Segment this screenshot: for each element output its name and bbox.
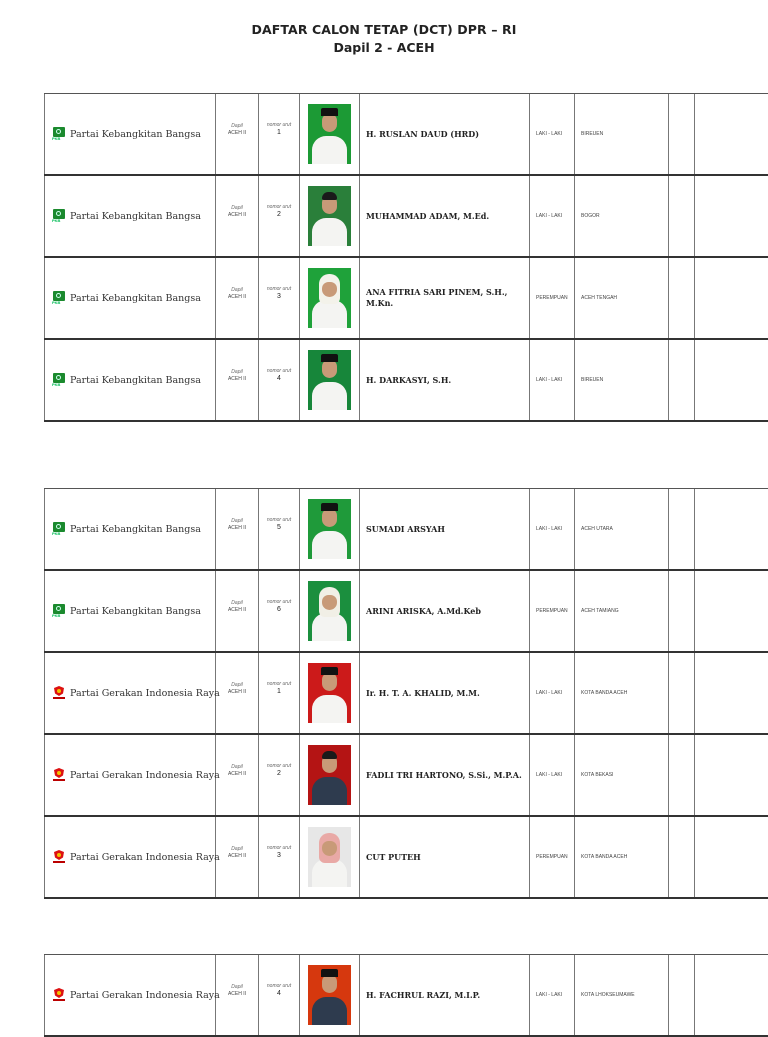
number-label: nomor urut <box>266 122 292 128</box>
dapil-value: ACEH II <box>227 376 247 382</box>
dapil-cell <box>216 94 259 174</box>
face-shape <box>322 114 337 132</box>
candidate-gender: LAKI - LAKI <box>536 526 563 532</box>
party-name: Partai Kebangkitan Bangsa <box>70 128 201 140</box>
photo-cell <box>300 955 360 1035</box>
empty-cell <box>669 571 695 651</box>
dapil-value: ACEH II <box>227 991 247 997</box>
pkb-logo-icon: PKB <box>53 127 65 141</box>
body-shape <box>312 777 347 805</box>
candidate-number: 6 <box>277 606 281 613</box>
face-shape <box>322 841 337 856</box>
photo-cell <box>300 489 360 569</box>
candidate-photo <box>308 581 351 641</box>
dapil-label: Dapil <box>231 984 243 990</box>
candidate-name: H. FACHRUL RAZI, M.I.P. <box>366 989 481 1000</box>
candidate-domicile: BIREUEN <box>581 131 604 137</box>
dapil-label: Dapil <box>231 518 243 524</box>
party-cell <box>44 817 220 897</box>
dapil-label: Dapil <box>231 123 243 129</box>
candidate-photo <box>308 104 351 164</box>
body-shape <box>312 997 347 1025</box>
empty-cell <box>669 735 695 815</box>
photo-cell <box>300 571 360 651</box>
party-name: Partai Gerakan Indonesia Raya <box>70 687 220 699</box>
photo-cell <box>300 817 360 897</box>
name-cell <box>360 571 530 651</box>
party-cell <box>44 653 220 733</box>
table-row <box>44 651 768 733</box>
candidate-number: 5 <box>277 524 281 531</box>
gender-cell <box>530 94 575 174</box>
number-cell <box>259 571 300 651</box>
domicile-cell <box>575 653 669 733</box>
number-label: nomor urut <box>266 204 292 210</box>
dapil-cell <box>216 571 259 651</box>
face-shape <box>322 595 337 610</box>
candidate-name: H. RUSLAN DAUD (HRD) <box>366 128 480 139</box>
candidate-number: 4 <box>277 990 281 997</box>
candidate-name: ARINI ARISKA, A.Md.Keb <box>366 605 481 616</box>
party-name: Partai Kebangkitan Bangsa <box>70 605 201 617</box>
name-cell <box>360 489 530 569</box>
candidate-domicile: ACEH TENGAH <box>581 295 618 301</box>
name-cell <box>360 258 530 338</box>
dapil-label: Dapil <box>231 846 243 852</box>
candidate-photo <box>308 268 351 328</box>
photo-cell <box>300 258 360 338</box>
dapil-label: Dapil <box>231 287 243 293</box>
number-label: nomor urut <box>266 681 292 687</box>
name-cell <box>360 817 530 897</box>
table-row <box>44 488 768 569</box>
hair-shape <box>322 751 337 759</box>
photo-cell <box>300 340 360 420</box>
dapil-cell <box>216 489 259 569</box>
pkb-logo-icon: PKB <box>53 291 65 305</box>
party-cell <box>44 340 216 420</box>
empty-cell <box>695 176 715 256</box>
candidate-domicile: BOGOR <box>581 213 600 219</box>
party-cell <box>44 176 216 256</box>
domicile-cell <box>575 955 669 1035</box>
candidate-photo <box>308 745 351 805</box>
name-cell <box>360 955 530 1035</box>
table-row <box>44 338 768 422</box>
candidate-name: Ir. H. T. A. KHALID, M.M. <box>366 687 480 698</box>
party-cell <box>44 571 216 651</box>
dapil-label: Dapil <box>231 369 243 375</box>
candidate-photo <box>308 965 351 1025</box>
candidate-number: 1 <box>277 688 281 695</box>
gender-cell <box>530 817 575 897</box>
candidate-table-block-1 <box>44 93 768 422</box>
empty-cell <box>695 955 715 1035</box>
candidate-number: 1 <box>277 129 281 136</box>
candidate-domicile: ACEH UTARA <box>581 526 613 532</box>
dapil-value: ACEH II <box>227 853 247 859</box>
party-name: Partai Gerakan Indonesia Raya <box>70 989 220 1001</box>
gender-cell <box>530 571 575 651</box>
candidate-photo <box>308 499 351 559</box>
candidate-name: H. DARKASYI, S.H. <box>366 374 452 385</box>
gender-cell <box>530 258 575 338</box>
candidate-domicile: KOTA BANDA ACEH <box>581 690 628 696</box>
gerindra-logo-icon <box>53 850 65 864</box>
candidate-name: FADLI TRI HARTONO, S.Si., M.P.A. <box>366 769 522 780</box>
face-shape <box>322 282 337 297</box>
dapil-value: ACEH II <box>227 130 247 136</box>
dapil-cell <box>216 340 259 420</box>
dapil-label: Dapil <box>231 600 243 606</box>
number-label: nomor urut <box>266 286 292 292</box>
dapil-value: ACEH II <box>227 294 247 300</box>
gender-cell <box>530 955 575 1035</box>
dapil-value: ACEH II <box>227 771 247 777</box>
candidate-gender: LAKI - LAKI <box>536 213 563 219</box>
empty-cell <box>695 653 715 733</box>
candidate-number: 2 <box>277 211 281 218</box>
domicile-cell <box>575 176 669 256</box>
dapil-label: Dapil <box>231 205 243 211</box>
dapil-value: ACEH II <box>227 212 247 218</box>
photo-cell <box>300 735 360 815</box>
empty-cell <box>669 258 695 338</box>
peci-shape <box>321 969 338 977</box>
dapil-cell <box>216 735 259 815</box>
party-name: Partai Kebangkitan Bangsa <box>70 374 201 386</box>
number-cell <box>259 489 300 569</box>
hair-shape <box>322 192 337 200</box>
number-cell <box>259 258 300 338</box>
dapil-cell <box>216 258 259 338</box>
face-shape <box>322 975 337 993</box>
party-name: Partai Gerakan Indonesia Raya <box>70 769 220 781</box>
name-cell <box>360 176 530 256</box>
name-cell <box>360 340 530 420</box>
peci-shape <box>321 667 338 675</box>
candidate-photo <box>308 350 351 410</box>
candidate-gender: LAKI - LAKI <box>536 131 563 137</box>
pkb-logo-icon: PKB <box>53 209 65 223</box>
candidate-photo <box>308 827 351 887</box>
empty-cell <box>669 653 695 733</box>
table-row <box>44 174 768 256</box>
table-row <box>44 954 768 1037</box>
table-row <box>44 93 768 174</box>
candidate-gender: LAKI - LAKI <box>536 772 563 778</box>
gerindra-logo-icon <box>53 686 65 700</box>
document-title: DAFTAR CALON TETAP (DCT) DPR – RI <box>251 22 517 37</box>
candidate-gender: LAKI - LAKI <box>536 992 563 998</box>
domicile-cell <box>575 489 669 569</box>
empty-cell <box>669 176 695 256</box>
body-shape <box>312 136 347 164</box>
candidate-name: SUMADI ARSYAH <box>366 523 445 534</box>
gender-cell <box>530 735 575 815</box>
candidate-photo <box>308 186 351 246</box>
number-label: nomor urut <box>266 517 292 523</box>
empty-cell <box>669 340 695 420</box>
face-shape <box>322 360 337 378</box>
body-shape <box>312 531 347 559</box>
candidate-name: ANA FITRIA SARI PINEM, S.H., M.Kn. <box>366 287 508 308</box>
candidate-domicile: BIREUEN <box>581 377 604 383</box>
candidate-domicile: KOTA BEKASI <box>581 772 614 778</box>
candidate-domicile: ACEH TAMIANG <box>581 608 619 614</box>
party-name: Partai Gerakan Indonesia Raya <box>70 851 220 863</box>
table-row <box>44 569 768 651</box>
name-cell <box>360 94 530 174</box>
pkb-logo-icon: PKB <box>53 373 65 387</box>
pkb-logo-icon: PKB <box>53 522 65 536</box>
pkb-logo-icon: PKB <box>53 604 65 618</box>
document-header <box>0 22 768 55</box>
gender-cell <box>530 489 575 569</box>
candidate-table-block-3 <box>44 954 768 1037</box>
party-cell <box>44 489 216 569</box>
dapil-label: Dapil <box>231 682 243 688</box>
document-subtitle: Dapil 2 - ACEH <box>333 40 435 55</box>
dapil-value: ACEH II <box>227 525 247 531</box>
gerindra-logo-icon <box>53 768 65 782</box>
empty-cell <box>695 817 715 897</box>
party-name: Partai Kebangkitan Bangsa <box>70 210 201 222</box>
body-shape <box>312 859 347 887</box>
face-shape <box>322 673 337 691</box>
gender-cell <box>530 176 575 256</box>
candidate-domicile: KOTA LHOKSEUMAWE <box>581 992 635 998</box>
body-shape <box>312 382 347 410</box>
table-row <box>44 815 768 899</box>
dapil-cell <box>216 955 259 1035</box>
party-cell <box>44 94 216 174</box>
domicile-cell <box>575 340 669 420</box>
empty-cell <box>669 94 695 174</box>
face-shape <box>322 509 337 527</box>
peci-shape <box>321 108 338 116</box>
empty-cell <box>669 817 695 897</box>
dapil-value: ACEH II <box>227 607 247 613</box>
party-cell <box>44 735 220 815</box>
empty-cell <box>669 489 695 569</box>
number-cell <box>259 817 300 897</box>
body-shape <box>312 613 347 641</box>
gender-cell <box>530 340 575 420</box>
candidate-gender: LAKI - LAKI <box>536 377 563 383</box>
empty-cell <box>695 258 715 338</box>
dapil-label: Dapil <box>231 764 243 770</box>
dapil-cell <box>216 176 259 256</box>
candidate-gender: PEREMPUAN <box>536 854 568 860</box>
dapil-value: ACEH II <box>227 689 247 695</box>
name-cell <box>360 735 530 815</box>
candidate-number: 2 <box>277 770 281 777</box>
number-cell <box>259 735 300 815</box>
empty-cell <box>695 571 715 651</box>
candidate-name: MUHAMMAD ADAM, M.Ed. <box>366 210 490 221</box>
number-label: nomor urut <box>266 763 292 769</box>
gender-cell <box>530 653 575 733</box>
dapil-cell <box>216 817 259 897</box>
empty-cell <box>695 489 715 569</box>
table-row <box>44 733 768 815</box>
empty-cell <box>695 735 715 815</box>
number-label: nomor urut <box>266 599 292 605</box>
peci-shape <box>321 503 338 511</box>
candidate-table-block-2 <box>44 488 768 899</box>
party-name: Partai Kebangkitan Bangsa <box>70 523 201 535</box>
domicile-cell <box>575 94 669 174</box>
candidate-photo <box>308 663 351 723</box>
domicile-cell <box>575 571 669 651</box>
number-cell <box>259 94 300 174</box>
gerindra-logo-icon <box>53 988 65 1002</box>
candidate-number: 3 <box>277 293 281 300</box>
photo-cell <box>300 176 360 256</box>
number-cell <box>259 653 300 733</box>
party-cell <box>44 258 216 338</box>
candidate-number: 4 <box>277 375 281 382</box>
table-row <box>44 256 768 338</box>
candidate-number: 3 <box>277 852 281 859</box>
photo-cell <box>300 94 360 174</box>
party-name: Partai Kebangkitan Bangsa <box>70 292 201 304</box>
candidate-name: CUT PUTEH <box>366 851 421 862</box>
candidate-domicile: KOTA BANDA ACEH <box>581 854 628 860</box>
number-label: nomor urut <box>266 983 292 989</box>
number-cell <box>259 340 300 420</box>
body-shape <box>312 300 347 328</box>
body-shape <box>312 218 347 246</box>
dapil-cell <box>216 653 259 733</box>
name-cell <box>360 653 530 733</box>
candidate-gender: LAKI - LAKI <box>536 690 563 696</box>
domicile-cell <box>575 258 669 338</box>
empty-cell <box>695 94 715 174</box>
party-cell <box>44 955 220 1035</box>
domicile-cell <box>575 817 669 897</box>
peci-shape <box>321 354 338 362</box>
number-cell <box>259 176 300 256</box>
number-label: nomor urut <box>266 368 292 374</box>
domicile-cell <box>575 735 669 815</box>
candidate-gender: PEREMPUAN <box>536 295 568 301</box>
empty-cell <box>669 955 695 1035</box>
body-shape <box>312 695 347 723</box>
empty-cell <box>695 340 715 420</box>
photo-cell <box>300 653 360 733</box>
number-label: nomor urut <box>266 845 292 851</box>
number-cell <box>259 955 300 1035</box>
candidate-gender: PEREMPUAN <box>536 608 568 614</box>
